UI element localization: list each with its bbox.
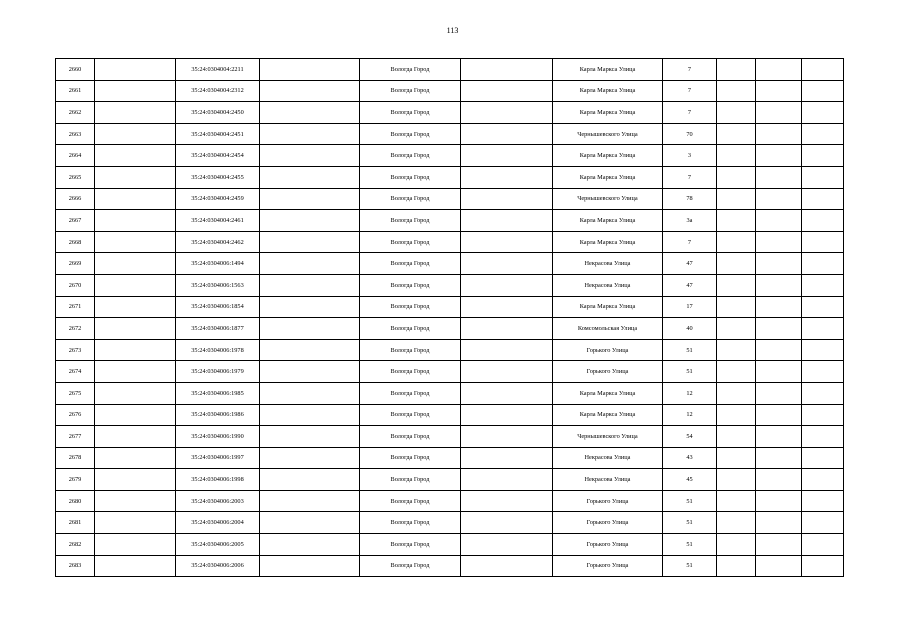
empty-cell (95, 490, 176, 512)
city-cell: Вологда Город (360, 274, 461, 296)
cadastral-number-cell: 35:24:0304004:2462 (176, 231, 260, 253)
empty-cell (756, 404, 802, 426)
empty-cell (717, 426, 756, 448)
empty-cell (461, 274, 553, 296)
street-cell: Некрасова Улица (553, 447, 663, 469)
empty-cell (717, 145, 756, 167)
empty-cell (260, 80, 360, 102)
empty-cell (756, 534, 802, 556)
empty-cell (461, 145, 553, 167)
city-cell: Вологда Город (360, 404, 461, 426)
empty-cell (756, 102, 802, 124)
row-number-cell: 2681 (56, 512, 95, 534)
empty-cell (717, 188, 756, 210)
empty-cell (756, 123, 802, 145)
empty-cell (756, 296, 802, 318)
city-cell: Вологда Город (360, 210, 461, 232)
city-cell: Вологда Город (360, 339, 461, 361)
cadastral-number-cell: 35:24:0304006:1854 (176, 296, 260, 318)
empty-cell (802, 166, 844, 188)
empty-cell (461, 361, 553, 383)
empty-cell (461, 59, 553, 81)
registry-table-body (56, 59, 844, 577)
empty-cell (717, 210, 756, 232)
empty-cell (95, 231, 176, 253)
cadastral-number-cell: 35:24:0304006:2005 (176, 534, 260, 556)
empty-cell (717, 555, 756, 577)
empty-cell (260, 274, 360, 296)
empty-cell (95, 123, 176, 145)
row-number-cell: 2680 (56, 490, 95, 512)
empty-cell (461, 426, 553, 448)
empty-cell (260, 534, 360, 556)
table-row (56, 555, 844, 577)
cadastral-number-cell: 35:24:0304006:1998 (176, 469, 260, 491)
street-cell: Карла Маркса Улица (553, 296, 663, 318)
empty-cell (802, 426, 844, 448)
row-number-cell: 2673 (56, 339, 95, 361)
empty-cell (717, 469, 756, 491)
house-number-cell: 45 (663, 469, 717, 491)
house-number-cell: 7 (663, 166, 717, 188)
empty-cell (461, 404, 553, 426)
empty-cell (260, 123, 360, 145)
empty-cell (717, 534, 756, 556)
street-cell: Горького Улица (553, 361, 663, 383)
street-cell: Карла Маркса Улица (553, 166, 663, 188)
empty-cell (717, 361, 756, 383)
street-cell: Горького Улица (553, 512, 663, 534)
empty-cell (95, 382, 176, 404)
city-cell: Вологда Город (360, 426, 461, 448)
empty-cell (461, 318, 553, 340)
empty-cell (461, 188, 553, 210)
table-row (56, 512, 844, 534)
table-row (56, 274, 844, 296)
street-cell: Карла Маркса Улица (553, 404, 663, 426)
table-row (56, 102, 844, 124)
city-cell: Вологда Город (360, 102, 461, 124)
empty-cell (802, 512, 844, 534)
city-cell: Вологда Город (360, 80, 461, 102)
street-cell: Горького Улица (553, 339, 663, 361)
house-number-cell: 12 (663, 404, 717, 426)
table-row (56, 404, 844, 426)
row-number-cell: 2667 (56, 210, 95, 232)
street-cell: Карла Маркса Улица (553, 231, 663, 253)
table-row (56, 166, 844, 188)
cadastral-number-cell: 35:24:0304006:1494 (176, 253, 260, 275)
cadastral-number-cell: 35:24:0304006:1986 (176, 404, 260, 426)
street-cell: Некрасова Улица (553, 469, 663, 491)
house-number-cell: 17 (663, 296, 717, 318)
row-number-cell: 2660 (56, 59, 95, 81)
street-cell: Карла Маркса Улица (553, 59, 663, 81)
row-number-cell: 2674 (56, 361, 95, 383)
empty-cell (717, 490, 756, 512)
empty-cell (717, 512, 756, 534)
registry-table (55, 58, 844, 577)
city-cell: Вологда Город (360, 318, 461, 340)
empty-cell (95, 318, 176, 340)
house-number-cell: 7 (663, 80, 717, 102)
city-cell: Вологда Город (360, 253, 461, 275)
table-row (56, 253, 844, 275)
empty-cell (260, 166, 360, 188)
empty-cell (802, 339, 844, 361)
table-row (56, 339, 844, 361)
empty-cell (260, 59, 360, 81)
empty-cell (95, 188, 176, 210)
table-row (56, 80, 844, 102)
empty-cell (717, 80, 756, 102)
empty-cell (95, 555, 176, 577)
empty-cell (756, 231, 802, 253)
empty-cell (461, 512, 553, 534)
empty-cell (717, 318, 756, 340)
cadastral-number-cell: 35:24:0304006:1978 (176, 339, 260, 361)
house-number-cell: 40 (663, 318, 717, 340)
house-number-cell: 43 (663, 447, 717, 469)
city-cell: Вологда Город (360, 469, 461, 491)
house-number-cell: 47 (663, 274, 717, 296)
empty-cell (802, 490, 844, 512)
row-number-cell: 2663 (56, 123, 95, 145)
cadastral-number-cell: 35:24:0304006:1990 (176, 426, 260, 448)
empty-cell (756, 188, 802, 210)
street-cell: Карла Маркса Улица (553, 210, 663, 232)
cadastral-number-cell: 35:24:0304004:2451 (176, 123, 260, 145)
table-row (56, 145, 844, 167)
table-row (56, 296, 844, 318)
empty-cell (260, 490, 360, 512)
empty-cell (260, 555, 360, 577)
cadastral-number-cell: 35:24:0304004:2211 (176, 59, 260, 81)
empty-cell (717, 253, 756, 275)
street-cell: Чернышевского Улица (553, 123, 663, 145)
empty-cell (756, 253, 802, 275)
house-number-cell: 51 (663, 361, 717, 383)
row-number-cell: 2677 (56, 426, 95, 448)
city-cell: Вологда Город (360, 145, 461, 167)
city-cell: Вологда Город (360, 490, 461, 512)
empty-cell (260, 382, 360, 404)
street-cell: Комсомольская Улица (553, 318, 663, 340)
empty-cell (802, 296, 844, 318)
table-row (56, 188, 844, 210)
empty-cell (756, 361, 802, 383)
empty-cell (756, 426, 802, 448)
empty-cell (717, 123, 756, 145)
empty-cell (802, 145, 844, 167)
street-cell: Горького Улица (553, 490, 663, 512)
empty-cell (802, 231, 844, 253)
empty-cell (95, 426, 176, 448)
empty-cell (461, 339, 553, 361)
table-row (56, 318, 844, 340)
house-number-cell: 7 (663, 59, 717, 81)
row-number-cell: 2665 (56, 166, 95, 188)
empty-cell (260, 426, 360, 448)
empty-cell (802, 253, 844, 275)
cadastral-number-cell: 35:24:0304004:2459 (176, 188, 260, 210)
house-number-cell: 7 (663, 231, 717, 253)
row-number-cell: 2675 (56, 382, 95, 404)
house-number-cell: 51 (663, 555, 717, 577)
table-row (56, 361, 844, 383)
empty-cell (756, 339, 802, 361)
table-row (56, 490, 844, 512)
row-number-cell: 2668 (56, 231, 95, 253)
empty-cell (717, 274, 756, 296)
street-cell: Карла Маркса Улица (553, 382, 663, 404)
empty-cell (461, 210, 553, 232)
table-row (56, 469, 844, 491)
empty-cell (802, 447, 844, 469)
city-cell: Вологда Город (360, 296, 461, 318)
empty-cell (95, 404, 176, 426)
empty-cell (461, 166, 553, 188)
street-cell: Чернышевского Улица (553, 188, 663, 210)
page-number: 113 (446, 26, 459, 35)
empty-cell (802, 210, 844, 232)
city-cell: Вологда Город (360, 123, 461, 145)
empty-cell (95, 447, 176, 469)
city-cell: Вологда Город (360, 555, 461, 577)
cadastral-number-cell: 35:24:0304004:2312 (176, 80, 260, 102)
house-number-cell: 70 (663, 123, 717, 145)
empty-cell (756, 490, 802, 512)
empty-cell (260, 404, 360, 426)
empty-cell (756, 145, 802, 167)
street-cell: Некрасова Улица (553, 274, 663, 296)
empty-cell (260, 469, 360, 491)
empty-cell (260, 361, 360, 383)
empty-cell (95, 102, 176, 124)
empty-cell (461, 490, 553, 512)
empty-cell (260, 318, 360, 340)
empty-cell (461, 102, 553, 124)
row-number-cell: 2661 (56, 80, 95, 102)
empty-cell (461, 447, 553, 469)
cadastral-number-cell: 35:24:0304006:2004 (176, 512, 260, 534)
street-cell: Карла Маркса Улица (553, 80, 663, 102)
table-row (56, 231, 844, 253)
empty-cell (461, 469, 553, 491)
street-cell: Чернышевского Улица (553, 426, 663, 448)
cadastral-number-cell: 35:24:0304004:2461 (176, 210, 260, 232)
empty-cell (95, 274, 176, 296)
empty-cell (756, 318, 802, 340)
row-number-cell: 2672 (56, 318, 95, 340)
empty-cell (95, 80, 176, 102)
empty-cell (260, 231, 360, 253)
row-number-cell: 2678 (56, 447, 95, 469)
row-number-cell: 2671 (56, 296, 95, 318)
empty-cell (756, 274, 802, 296)
empty-cell (95, 210, 176, 232)
empty-cell (260, 102, 360, 124)
house-number-cell: 7 (663, 102, 717, 124)
empty-cell (802, 534, 844, 556)
row-number-cell: 2683 (56, 555, 95, 577)
empty-cell (802, 382, 844, 404)
empty-cell (802, 361, 844, 383)
empty-cell (260, 296, 360, 318)
empty-cell (802, 102, 844, 124)
street-cell: Горького Улица (553, 534, 663, 556)
table-row (56, 426, 844, 448)
house-number-cell: 51 (663, 512, 717, 534)
city-cell: Вологда Город (360, 382, 461, 404)
table-row (56, 382, 844, 404)
table-row (56, 447, 844, 469)
house-number-cell: 51 (663, 490, 717, 512)
empty-cell (756, 447, 802, 469)
house-number-cell: 12 (663, 382, 717, 404)
row-number-cell: 2666 (56, 188, 95, 210)
empty-cell (717, 59, 756, 81)
street-cell: Карла Маркса Улица (553, 102, 663, 124)
empty-cell (802, 469, 844, 491)
empty-cell (756, 469, 802, 491)
cadastral-number-cell: 35:24:0304006:1997 (176, 447, 260, 469)
empty-cell (95, 339, 176, 361)
table-row (56, 210, 844, 232)
empty-cell (756, 166, 802, 188)
empty-cell (95, 361, 176, 383)
empty-cell (802, 318, 844, 340)
empty-cell (461, 534, 553, 556)
empty-cell (260, 145, 360, 167)
empty-cell (461, 296, 553, 318)
cadastral-number-cell: 35:24:0304004:2454 (176, 145, 260, 167)
empty-cell (260, 339, 360, 361)
cadastral-number-cell: 35:24:0304004:2455 (176, 166, 260, 188)
empty-cell (717, 447, 756, 469)
empty-cell (756, 80, 802, 102)
empty-cell (802, 80, 844, 102)
empty-cell (95, 512, 176, 534)
city-cell: Вологда Город (360, 231, 461, 253)
house-number-cell: 78 (663, 188, 717, 210)
empty-cell (95, 145, 176, 167)
empty-cell (802, 274, 844, 296)
house-number-cell: 51 (663, 534, 717, 556)
city-cell: Вологда Город (360, 361, 461, 383)
empty-cell (802, 404, 844, 426)
empty-cell (756, 555, 802, 577)
city-cell: Вологда Город (360, 512, 461, 534)
empty-cell (461, 253, 553, 275)
empty-cell (461, 231, 553, 253)
empty-cell (802, 188, 844, 210)
empty-cell (717, 339, 756, 361)
row-number-cell: 2676 (56, 404, 95, 426)
row-number-cell: 2669 (56, 253, 95, 275)
row-number-cell: 2682 (56, 534, 95, 556)
empty-cell (717, 231, 756, 253)
house-number-cell: 47 (663, 253, 717, 275)
empty-cell (95, 59, 176, 81)
empty-cell (260, 188, 360, 210)
empty-cell (717, 404, 756, 426)
city-cell: Вологда Город (360, 534, 461, 556)
city-cell: Вологда Город (360, 188, 461, 210)
empty-cell (461, 555, 553, 577)
table-row (56, 59, 844, 81)
house-number-cell: 51 (663, 339, 717, 361)
empty-cell (260, 447, 360, 469)
empty-cell (461, 123, 553, 145)
empty-cell (260, 210, 360, 232)
empty-cell (95, 296, 176, 318)
cadastral-number-cell: 35:24:0304006:1979 (176, 361, 260, 383)
empty-cell (95, 534, 176, 556)
row-number-cell: 2670 (56, 274, 95, 296)
table-row (56, 534, 844, 556)
empty-cell (717, 296, 756, 318)
empty-cell (756, 512, 802, 534)
empty-cell (802, 59, 844, 81)
cadastral-number-cell: 35:24:0304006:1563 (176, 274, 260, 296)
empty-cell (756, 59, 802, 81)
empty-cell (95, 469, 176, 491)
cadastral-number-cell: 35:24:0304006:1985 (176, 382, 260, 404)
city-cell: Вологда Город (360, 166, 461, 188)
city-cell: Вологда Город (360, 59, 461, 81)
city-cell: Вологда Город (360, 447, 461, 469)
empty-cell (717, 102, 756, 124)
empty-cell (95, 253, 176, 275)
empty-cell (802, 123, 844, 145)
cadastral-number-cell: 35:24:0304004:2450 (176, 102, 260, 124)
empty-cell (260, 253, 360, 275)
house-number-cell: 3 (663, 145, 717, 167)
table-row (56, 123, 844, 145)
empty-cell (802, 555, 844, 577)
row-number-cell: 2664 (56, 145, 95, 167)
street-cell: Карла Маркса Улица (553, 145, 663, 167)
empty-cell (260, 512, 360, 534)
house-number-cell: 3а (663, 210, 717, 232)
cadastral-number-cell: 35:24:0304006:1877 (176, 318, 260, 340)
row-number-cell: 2662 (56, 102, 95, 124)
empty-cell (756, 382, 802, 404)
empty-cell (756, 210, 802, 232)
empty-cell (95, 166, 176, 188)
empty-cell (461, 80, 553, 102)
empty-cell (461, 382, 553, 404)
street-cell: Некрасова Улица (553, 253, 663, 275)
house-number-cell: 54 (663, 426, 717, 448)
row-number-cell: 2679 (56, 469, 95, 491)
cadastral-number-cell: 35:24:0304006:2006 (176, 555, 260, 577)
empty-cell (717, 382, 756, 404)
street-cell: Горького Улица (553, 555, 663, 577)
empty-cell (717, 166, 756, 188)
cadastral-number-cell: 35:24:0304006:2003 (176, 490, 260, 512)
